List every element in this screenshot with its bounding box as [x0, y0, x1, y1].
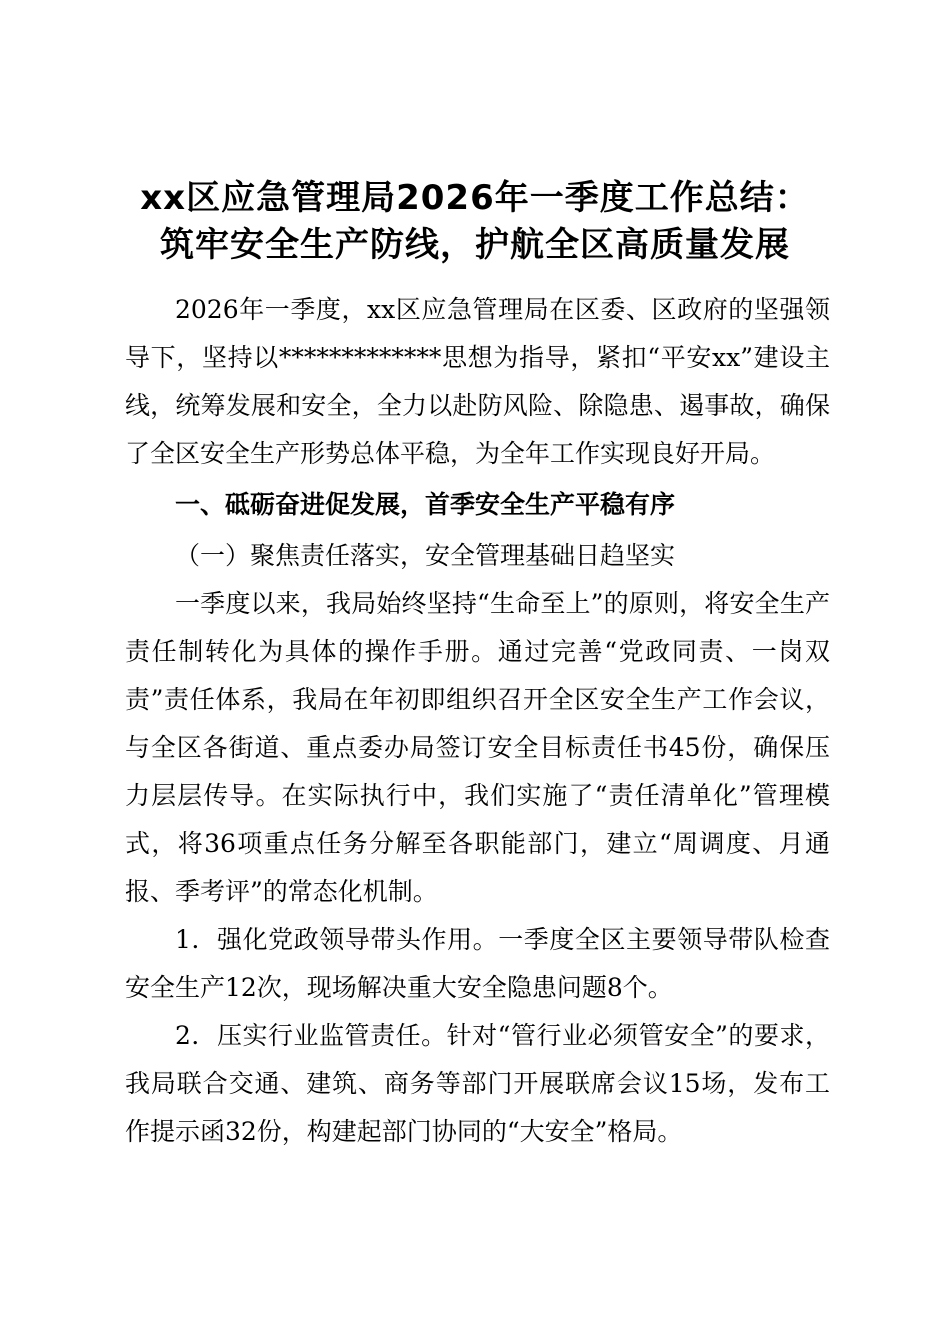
- document-title-line-1: xx区应急管理局2026年一季度工作总结：: [140, 178, 810, 218]
- document-title-line-2: 筑牢安全生产防线，护航全区高质量发展: [160, 225, 790, 265]
- list-item-2: 2．压实行业监管责任。针对“管行业必须管安全”的要求，我局联合交通、建筑、商务等部门开展联席会议15场，发布工作提示函32份，构建起部门协同的“大安全”格局。: [125, 1021, 830, 1146]
- intro-paragraph: 2026年一季度，xx区应急管理局在区委、区政府的坚强领导下，坚持以*************思想为指导，紧扣“平安xx”建设主线，统筹发展和安全，全力以赴防风险、除隐患、遏事故，确保了全区安全生产形势总体平稳，为全年工作实现良好开局。: [125, 295, 830, 468]
- list-item-1: 1．强化党政领导带头作用。一季度全区主要领导带队检查安全生产12次，现场解决重大安全隐患问题8个。: [125, 925, 830, 1002]
- document-body: [125, 286, 830, 1156]
- section-heading-1: 一、砥砺奋进促发展，首季安全生产平稳有序: [175, 490, 676, 519]
- subsection-paragraph-1: 一季度以来，我局始终坚持“生命至上”的原则，将安全生产责任制转化为具体的操作手册。通过完善“党政同责、一岗双责”责任体系，我局在年初即组织召开全区安全生产工作会议，与全区各街道、重点委办局签订安全目标责任书45份，确保压力层层传导。在实际执行中，我们实施了“责任清单化”管理模式，将36项重点任务分解至各职能部门，建立“周调度、月通报、季考评”的常态化机制。: [125, 589, 830, 906]
- subsection-heading-1: （一）聚焦责任落实，安全管理基础日趋坚实: [175, 541, 676, 570]
